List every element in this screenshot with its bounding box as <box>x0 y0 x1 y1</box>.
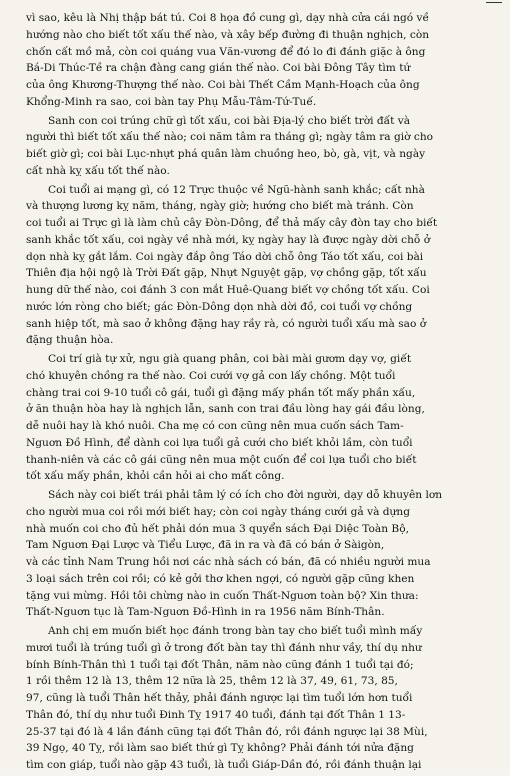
text-line: thanh-niên và các cô gái cũng nên mua một cuốn để coi lựa tuổi cho biết <box>26 453 417 466</box>
text-line: coi tuổi ai Trực gì là làm chủ cây Đòn-Dông, để thả mấy cây đòn tay cho biết <box>26 217 438 229</box>
text-line: tốt xấu mấy phần, khỏi cần hỏi ai cho mất công. <box>26 470 285 483</box>
text-line: Coi trí già tự xử, ngu già quang phân, coi bài mài gươm dạy vợ, giết <box>48 353 412 365</box>
text-line: ở ăn thuận hòa hay là nghịch lẫn, sanh con trai đầu lòng hay gái đầu lòng, <box>26 403 425 416</box>
paragraph <box>26 487 492 621</box>
text-line: người thì biết tốt xấu thế nào; coi năm tâm ra tháng gì; ngày tâm ra giờ cho <box>26 131 434 144</box>
paragraph <box>26 10 492 111</box>
text-line: Tam Nguơn Đại Lược và Tiểu Lược, đã in ra và đã có bán ở Sàigòn, <box>26 539 385 552</box>
text-line: bính Bính-Thân thì 1 tuổi tại đốt Thân, năm nào cũng đánh 1 tuổi tại đó; <box>26 658 414 671</box>
body-text <box>26 10 492 776</box>
text-line: sanh khắc tốt xấu, coi ngày về nhà mới, kỵ ngày hay là được ngày dời chỗ ở <box>26 233 431 246</box>
text-line: Anh chị em muốn biết học đánh trong bàn tay cho biết tuổi mình mấy <box>48 625 423 637</box>
text-line: Thất-Nguơn tục là Tam-Nguơn Đồ-Hình in ra 1956 năm Bính-Thân. <box>26 606 385 619</box>
text-line: Nguơn Đồ Hình, để dành coi lựa tuổi gả cưới cho biết khỏi lầm, còn tuổi <box>26 436 413 449</box>
text-line: nhà muốn coi cho đủ hết phải dón mua 3 quyển sách Đại Diệc Toàn Bộ, <box>26 522 409 535</box>
text-line: 1 rồi thêm 12 là 13, thêm 12 nữa là 25, thêm 12 là 37, 49, 61, 73, 85, <box>26 675 398 688</box>
text-line: mươi tuổi là trúng tuổi gì ở trong đốt bàn tay thì đánh như vầy, thí dụ như <box>26 641 422 654</box>
text-line: Coi tuổi ai mạng gì, có 12 Trực thuộc về Ngũ-hành sanh khắc; cất nhà <box>48 183 425 196</box>
text-line: đặng thuận hòa. <box>26 334 114 347</box>
text-line: cho người mua coi rồi mới biết hay; còn coi ngày tháng cưới gả và dựng <box>26 505 410 518</box>
text-line: vì sao, kêu là Nhị thập bát tú. Coi 8 họa đồ cung gì, dạy nhà cửa cái ngó về <box>26 12 430 24</box>
text-line: Thân đó, thí dụ như tuổi Đinh Tỵ 1917 40 tuổi, đánh tại đốt Thân 1 13- <box>26 708 406 721</box>
text-line: Sách này coi biết trái phải tâm lý có ích cho đời người, dạy dỗ khuyên lơn <box>48 489 443 501</box>
text-line: chó khuyên chồng ra thế nào. Coi cưới vợ gả con lấy chồng. Một tuổi <box>26 369 396 382</box>
paragraph <box>26 113 492 180</box>
text-line: tặng vui mừng. Hồi tôi chừng nào in cuốn Thất-Nguơn toàn bộ? Xin thưa: <box>26 589 419 602</box>
text-line: 3 loại sách trên coi rồi; có kẻ gởi thơ khen ngợi, có người gặp cũng khen <box>26 572 415 585</box>
text-line: chàng trai coi 9-10 tuổi cô gái, tuổi gì đặng mấy phần tốt mấy phần xấu, <box>26 386 416 399</box>
paragraph <box>26 623 492 774</box>
text-line: dọn nhà kỵ gắt lắm. Coi ngày đắp ông Táo dời chỗ ông Táo tốt xấu, coi bài <box>26 250 424 263</box>
text-line: Thiên địa hội ngộ là Trời Đất gặp, Nhựt Nguyệt gặp, vợ chồng gặp, tốt xấu <box>26 267 427 280</box>
text-line: 39 Ngọ, 40 Tỵ, rồi làm sao biết thứ gì Tỵ không? Phải đánh tới nửa đặng <box>26 742 414 755</box>
text-line: sanh hiệp tốt, mà sao ở không đặng hay rầy rà, có người tuổi xấu mà sao ở <box>26 317 427 330</box>
text-line: cất nhà kỵ xấu tốt thế nào. <box>26 164 170 177</box>
text-line: Sanh con coi trúng chữ gì tốt xấu, coi bài Địa-lý cho biết trời đất và <box>48 114 411 127</box>
text-line: hung dữ thế nào, coi đánh 3 con mắt Huê-Quang biết vợ chồng tốt xấu. Coi <box>26 284 430 296</box>
text-line: tìm con giáp, tuổi nào gặp 43 tuổi, là tuổi Giáp-Dần đó, rồi đánh thuận lại <box>26 759 422 771</box>
text-line: nước lớn ròng cho biết; gác Đòn-Dông dọn nhà dời đồ, coi tuổi vợ chồng <box>26 300 413 313</box>
text-line: hướng nào cho biết tốt xấu thế nào, và xây bếp đường đi thuận nghịch, còn <box>26 28 430 41</box>
text-line: chốn cất mồ mả, còn coi quáng vua Văn-vương để đó lo đi đánh giặc à ông <box>26 45 426 58</box>
paragraph <box>26 182 492 350</box>
text-line: 25-37 tại đó là 4 lần đánh cũng tại đốt Thân đó, rồi đánh ngược lại 38 Mùi, <box>26 725 428 738</box>
text-line: Bá-Di Thúc-Tề ra chận đàng cang gián thế nào. Coi bài Đông Tây tìm tứ <box>26 62 411 75</box>
text-line: và các tỉnh Nam Trung hồi nơi các nhà sách có bán, đã có nhiều người mua <box>26 556 431 568</box>
text-line: 97, cũng là tuổi Thân hết thảy, phải đánh ngược lại tìm tuổi lớn hơn tuổi <box>26 692 413 704</box>
text-line: Khổng-Minh ra sao, coi bàn tay Phụ Mẫu-Tâm-Tứ-Tuế. <box>26 95 317 108</box>
text-line: biết giờ gì; coi bài Lục-nhựt phá quân làm chuồng heo, bò, gà, vịt, và ngày <box>26 148 426 160</box>
text-line: dễ nuôi hay là khó nuôi. Cha mẹ có con cũng nên mua cuốn sách Tam- <box>26 420 404 432</box>
paragraph <box>26 351 492 485</box>
text-line: của ông Khương-Thượng thế nào. Coi bài Thết Cầm Mạnh-Hoạch của ông <box>26 79 420 91</box>
text-line: và thượng lương kỵ năm, tháng, ngày giờ; hướng cho biết mà tránh. Còn <box>26 200 414 213</box>
